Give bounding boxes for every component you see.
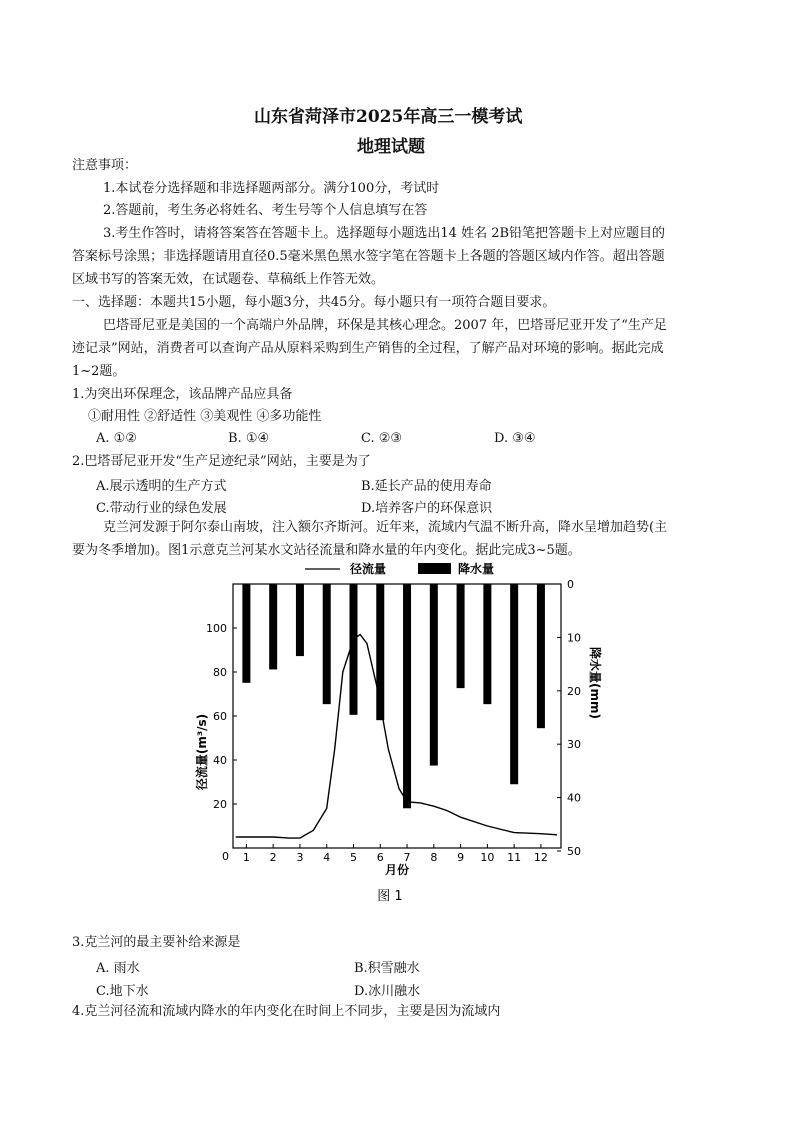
- question-1-option-b[interactable]: B. ①④: [228, 431, 270, 446]
- x-axis-tick-label-6: 6: [376, 851, 384, 864]
- x-axis-label: 月份: [384, 863, 410, 877]
- x-axis-tick-label-5: 5: [349, 851, 357, 864]
- precip-bar-11: [510, 584, 518, 784]
- left-axis-origin-label: 0: [222, 850, 229, 863]
- runoff-line: [236, 635, 557, 839]
- left-axis-label: 径流量(m³/s): [195, 713, 209, 791]
- precip-bar-12: [537, 584, 545, 728]
- x-axis-tick-label-8: 8: [430, 851, 438, 864]
- notice-heading: 注意事项：: [72, 158, 138, 173]
- question-2-option-a[interactable]: A.展示透明的生产方式: [96, 479, 227, 494]
- question-2-option-c[interactable]: C.带动行业的绿色发展: [96, 501, 227, 516]
- question-2-option-d[interactable]: D.培养客户的环保意识: [361, 501, 493, 516]
- precip-bar-1: [242, 584, 250, 683]
- notice-item-3-line-3: 区域书写的答案无效，在试题卷、草稿纸上作答无效。: [72, 272, 385, 287]
- precip-bar-9: [457, 584, 465, 688]
- x-axis-tick-label-10: 10: [480, 851, 495, 864]
- notice-item-1: 1.本试卷分选择题和非选择题两部分。满分100分，考试时: [103, 181, 440, 196]
- precip-bar-3: [296, 584, 304, 656]
- question-3-option-a[interactable]: A. 雨水: [96, 961, 140, 976]
- question-3-option-c[interactable]: C.地下水: [96, 984, 149, 999]
- question-4-stem: 4.克兰河径流和流域内降水的年内变化在时间上不同步，主要是因为流域内: [72, 1004, 501, 1019]
- left-axis-tick-label-60: 60: [213, 710, 227, 723]
- right-axis-tick-label-20: 20: [567, 684, 581, 698]
- right-axis-tick-label-30: 30: [567, 738, 581, 752]
- precip-bar-8: [430, 584, 438, 766]
- question-1-option-c[interactable]: C. ②③: [361, 431, 403, 446]
- x-axis-tick-label-9: 9: [457, 851, 465, 864]
- x-axis-tick-label-2: 2: [269, 851, 277, 864]
- runoff-precipitation-chart: [190, 556, 610, 906]
- passage-1-line-1: 巴塔哥尼亚是美国的一个高端户外品牌，环保是其核心理念。2007 年，巴塔哥尼亚开发了“生产足: [103, 318, 667, 333]
- notice-item-3-line-1: 3.考生作答时，请将答案答在答题卡上。选择题每小题选出14 姓名 2B铅笔把答题卡上对应题目的: [103, 226, 666, 241]
- right-axis-tick-label-10: 10: [567, 631, 581, 645]
- passage-2-line-1: 克兰河发源于阿尔泰山南坡，注入额尔齐斯河。近年来，流域内气温不断升高，降水呈增加趋势(主: [103, 520, 668, 535]
- x-axis-tick-label-7: 7: [403, 851, 411, 864]
- x-axis-tick-label-11: 11: [507, 851, 522, 864]
- x-axis-tick-label-4: 4: [323, 851, 331, 864]
- left-axis-tick-label-20: 20: [213, 798, 227, 811]
- x-axis: [243, 844, 548, 864]
- notice-item-2: 2.答题前，考生务必将姓名、考生号等个人信息填写在答: [103, 203, 428, 218]
- right-axis-tick-label-40: 40: [567, 791, 581, 805]
- figure-caption: 图 1: [377, 889, 403, 904]
- section-heading: 一、选择题：本题共15小题，每小题3分，共45分。每小题只有一项符合题目要求。: [72, 295, 556, 310]
- right-axis-label: 降水量(mm): [588, 647, 602, 719]
- precip-bar-2: [269, 584, 277, 669]
- precip-bar-6: [376, 584, 384, 720]
- notice-item-3-line-2: 答案标号涂黑；非选择题请用直径0.5毫米黑色黑水签字笔在答题卡上各题的答题区域内作答。超出答题: [72, 249, 665, 264]
- legend-precip-label: 降水量: [458, 562, 495, 576]
- passage-2-line-2: 要为冬季增加)。图1示意克兰河某水文站径流量和降水量的年内变化。据此完成3~5题。: [72, 543, 581, 558]
- question-1-option-d[interactable]: D. ③④: [494, 431, 536, 446]
- question-3-stem: 3.克兰河的最主要补给来源是: [72, 935, 241, 950]
- left-axis-tick-label-100: 100: [206, 622, 227, 635]
- question-1-option-a[interactable]: A. ①②: [96, 431, 137, 446]
- left-axis-tick-label-40: 40: [213, 754, 227, 767]
- precip-bar-10: [483, 584, 491, 704]
- precip-bar-4: [323, 584, 331, 704]
- passage-1-line-3: 1~2题。: [72, 364, 126, 379]
- question-3-option-b[interactable]: B.积雪融水: [354, 961, 420, 976]
- precip-bar-7: [403, 584, 411, 808]
- left-axis-tick-label-80: 80: [213, 666, 227, 679]
- question-3-option-d[interactable]: D.冰川融水: [354, 984, 421, 999]
- legend-runoff-label: 径流量: [350, 562, 387, 576]
- left-axis: [206, 622, 237, 863]
- question-1-items: ①耐用性 ②舒适性 ③美观性 ④多功能性: [88, 409, 322, 424]
- x-axis-tick-label-3: 3: [296, 851, 304, 864]
- question-2-option-b[interactable]: B.延长产品的使用寿命: [361, 479, 492, 494]
- question-1-stem: 1.为突出环保理念，该品牌产品应具备: [72, 387, 293, 402]
- precipitation-bars: [242, 584, 545, 808]
- x-axis-tick-label-12: 12: [533, 851, 548, 864]
- x-axis-tick-label-1: 1: [242, 851, 250, 864]
- chart-legend: [305, 561, 494, 576]
- legend-precip-swatch: [418, 563, 451, 574]
- question-2-stem: 2.巴塔哥尼亚开发“生产足迹纪录”网站，主要是为了: [72, 454, 371, 469]
- passage-1-line-2: 迹记录”网站，消费者可以查询产品从原料采购到生产销售的全过程，了解产品对环境的影响。据此完成: [72, 341, 664, 356]
- page-subtitle: 地理试题: [357, 137, 425, 157]
- right-axis-tick-label-50: 50: [567, 845, 581, 858]
- page-title: 山东省菏泽市2025年高三一模考试: [254, 107, 523, 127]
- right-axis-tick-label-0: 0: [567, 578, 574, 591]
